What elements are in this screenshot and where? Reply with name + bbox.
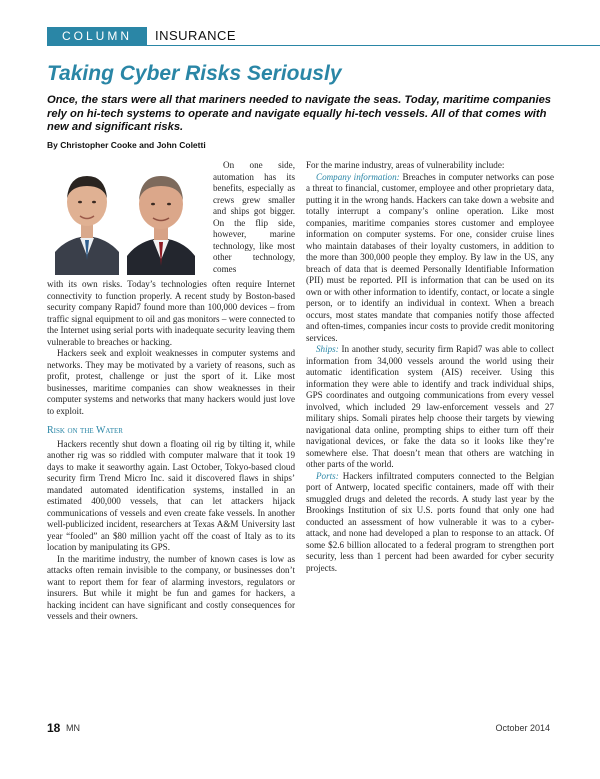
paragraph bbox=[306, 172, 554, 345]
paragraph: with its own risks. Today’s technologies often require Internet connectivity to function properly. A recent study by Boston-based security company Rapid7 found more than 100,000 devices – from traffic signal equipment to oil and gas monitors – were connected to the Internet using serial ports with inadequate security leaving them vulnerable to breaches or hacking. bbox=[47, 279, 295, 347]
issue-date: October 2014 bbox=[495, 723, 550, 733]
author-portrait-left bbox=[55, 176, 119, 275]
section-label: INSURANCE bbox=[155, 28, 237, 43]
item-lead: Company information: bbox=[316, 171, 400, 182]
intro-text-beside-photo bbox=[213, 160, 295, 275]
paragraph: For the marine industry, areas of vulnerability include: bbox=[306, 160, 505, 170]
item-text: Breaches in computer networks can pose a threat to financial, customer, employee and other proprietary data, putting it in the wrong hands. Hackers can take down a website and totally interrupt a company’s online operation. Like most companies, maritime companies stores customer and employee information on computer systems. For one, consider cruise lines who maintain databases of their loyalty customers, in addition to the more than 300,000 people they employ. By law in the US, any breach of data that is deemed Personally Identifiable Information (PII) must be reported. PII is information that can be used on its own or with other information to identify, contact, or locate a single person, or to identify an individual in context. When a breach occurs, most states mandate that companies notify those affected and often-times, companies incur costs to provide credit monitoring services. bbox=[306, 171, 554, 343]
article-deck: Once, the stars were all that mariners needed to navigate the seas. Today, maritime companies rely on hi-tech systems to operate and navigate equally hi-tech vessels. All of that comes with new and significant risks. bbox=[47, 94, 552, 133]
page-number: 18 bbox=[47, 721, 61, 735]
subheading: Risk on the Water bbox=[47, 425, 123, 436]
paragraph: Hackers recently shut down a floating oil rig by tilting it, while another rig was so riddled with computer malware that it took 19 days to make it seaworthy again. Last October, Tokyo-based cloud security firm Trend Micro Inc. said it discovered flaws in ships’ mandated automated identification systems, installed in an estimated 400,000 vessels, that can let attackers hijack communications of vessels and even create fake vessels. In another well-publicized incident, researchers at Texas A&M University last year “fooled” an $80 million yacht off the coast of Italy as to its location by manipulating its GPS. bbox=[47, 438, 295, 552]
paragraph bbox=[306, 471, 554, 575]
author-photos bbox=[47, 160, 200, 275]
right-column bbox=[306, 160, 554, 574]
column-tab: COLUMN bbox=[47, 27, 147, 45]
author-portrait-right bbox=[127, 176, 195, 275]
item-text: In another study, security firm Rapid7 was able to collect information from 34,000 vessels around the world using their automatic identification system (AIS) receiver. Using this information they were able to identify and track individual ships, GPS coordinates and outgoing communications from every vessel involved, which included 29 law-enforcement vessels and 27 military ships. Somali pirates help choose their targets by viewing navigational data online, prompting ships to either turn off their navigational devices, or fake the data so it looks like they’re somewhere else. That doesn’t mean that others are watching in other parts of the world. bbox=[306, 344, 554, 469]
header-rule bbox=[47, 45, 600, 46]
article-title: Taking Cyber Risks Seriously bbox=[47, 62, 342, 85]
byline: By Christopher Cooke and John Coletti bbox=[47, 140, 206, 150]
paragraph: In the maritime industry, the number of known cases is low as attacks often remain invisible to the company, or businesses don’t want to report them for fear of alarming investors, regulators or insurers. But while it might be fun and games for hackers, a hacking incident can have significant and costly consequences for vessels and their owners. bbox=[47, 553, 295, 621]
left-column bbox=[47, 279, 295, 623]
paragraph: Hackers seek and exploit weaknesses in computer systems and networks. They may be motivated by a variety of reasons, such as profit, protest, challenge or just the sport of it. Like most businesses, maritime companies can show weaknesses in their computer systems and networks that many hackers would just love to exploit. bbox=[47, 348, 295, 416]
paragraph: On one side, automation has its benefits, especially as crews grew smaller and ships got bigger. On the flip side, however, marine technology, like most other technology, comes bbox=[213, 160, 295, 274]
paragraph bbox=[306, 344, 554, 471]
publication-name: MN bbox=[66, 723, 80, 733]
item-lead: Ports: bbox=[316, 470, 339, 481]
item-text: Hackers infiltrated computers connected to the Belgian port of Antwerp, located specific containers, made off with their smuggled drugs and deleted the records. A study last year by the Brookings Institution of six U.S. ports found that only one had conducted an assessment of how vulnerable it was to a cyber-attack, and none had developed a plan to response to an attack. Of some $2.6 billion allocated to a federal program to strengthen port security, less than 1 percent had been awarded for cyber security projects. bbox=[306, 470, 554, 573]
item-lead: Ships: bbox=[316, 344, 339, 354]
